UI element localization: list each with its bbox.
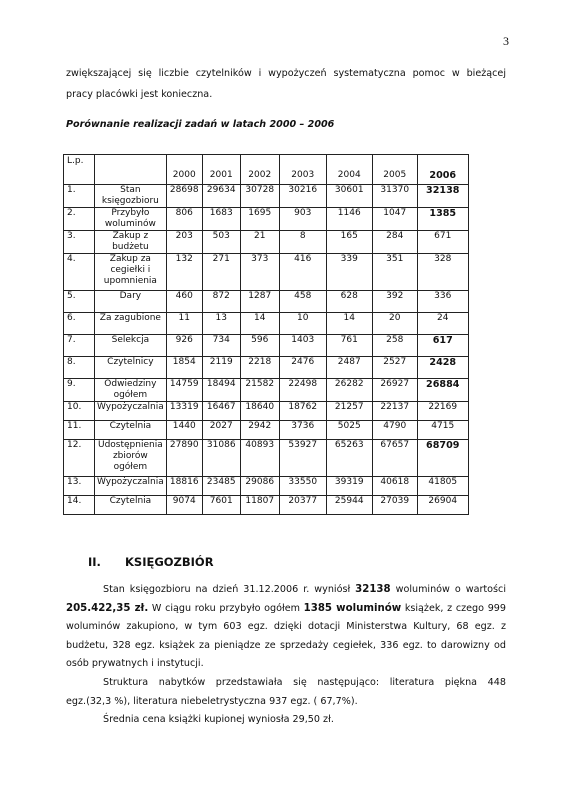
row-value: 20377 [279,496,326,515]
row-value: 2487 [326,357,372,379]
header-year: 2004 [326,155,372,185]
row-value: 1440 [166,421,202,440]
row-value: 1683 [202,208,240,231]
row-value: 2527 [372,357,417,379]
row-value: 328 [417,254,468,291]
section-body [66,581,506,730]
row-number: 3. [64,231,95,254]
paragraph-line: osób prywatnych i instytucji. [66,658,204,670]
page-number: 3 [503,34,509,48]
row-value: 25944 [326,496,372,515]
row-value: 258 [372,335,417,357]
row-value: 65263 [326,440,372,477]
row-value: 31370 [372,185,417,208]
row-value: 18816 [166,477,202,496]
row-value: 1403 [279,335,326,357]
row-value: 21257 [326,402,372,421]
text-run: książek, z czego 999 [404,602,507,614]
row-value: 22137 [372,402,417,421]
row-label: Przybyło woluminów [95,208,167,231]
row-number: 9. [64,379,95,402]
row-value: 617 [417,335,468,357]
row-value: 4715 [417,421,468,440]
header-label [95,155,167,185]
row-value: 1047 [372,208,417,231]
row-value: 503 [202,231,240,254]
row-value: 14 [326,313,372,335]
header-year: 2002 [240,155,279,185]
row-number: 12. [64,440,95,477]
row-number: 14. [64,496,95,515]
row-value: 18494 [202,379,240,402]
intro-paragraph [66,63,506,105]
table-row [64,254,469,291]
row-value: 31086 [202,440,240,477]
row-value: 2027 [202,421,240,440]
row-value: 16467 [202,402,240,421]
table-row [64,421,469,440]
intro-line-1: zwiększającej się liczbie czytelników i wypożyczeń systematyczna pomoc w bieżącej [66,68,506,79]
table-row [64,231,469,254]
row-label: Udostępnienia zbiorów ogółem [95,440,167,477]
row-value: 29086 [240,477,279,496]
table-row [64,402,469,421]
row-value: 40893 [240,440,279,477]
row-value: 628 [326,291,372,313]
header-year: 2000 [166,155,202,185]
row-value: 29634 [202,185,240,208]
row-value: 32138 [417,185,468,208]
row-value: 21582 [240,379,279,402]
text-run: 1385 woluminów [303,602,402,614]
row-value: 460 [166,291,202,313]
row-value: 2476 [279,357,326,379]
table-row [64,496,469,515]
row-number: 10. [64,402,95,421]
row-value: 872 [202,291,240,313]
row-value: 27039 [372,496,417,515]
row-value: 1385 [417,208,468,231]
section-heading [88,555,214,569]
row-value: 68709 [417,440,468,477]
row-value: 926 [166,335,202,357]
table-row [64,477,469,496]
row-value: 13319 [166,402,202,421]
row-value: 271 [202,254,240,291]
row-number: 5. [64,291,95,313]
row-label: Wypożyczalnia [95,402,167,421]
row-label: Za zagubione [95,313,167,335]
row-value: 2218 [240,357,279,379]
text-run: Stan księgozbioru na dzień 31.12.2006 r. wyniósł [103,584,351,595]
row-value: 671 [417,231,468,254]
row-value: 132 [166,254,202,291]
row-value: 21 [240,231,279,254]
row-number: 2. [64,208,95,231]
text-run: W ciągu roku przybyło ogółem [151,602,300,614]
row-value: 11 [166,313,202,335]
table-row [64,313,469,335]
row-value: 53927 [279,440,326,477]
row-value: 1695 [240,208,279,231]
row-value: 14 [240,313,279,335]
row-value: 30601 [326,185,372,208]
row-value: 4790 [372,421,417,440]
row-value: 26904 [417,496,468,515]
section-number: II. [88,555,101,569]
table-row [64,357,469,379]
row-value: 734 [202,335,240,357]
text-run: woluminów o wartości [395,584,506,595]
row-value: 9074 [166,496,202,515]
row-value: 22169 [417,402,468,421]
row-value: 3736 [279,421,326,440]
row-value: 22498 [279,379,326,402]
row-value: 458 [279,291,326,313]
row-value: 7601 [202,496,240,515]
row-value: 1854 [166,357,202,379]
paragraph-line: egz.(32,3 %), literatura niebeletrystyczna 937 egz. ( 67,7%). [66,695,358,707]
row-value: 27890 [166,440,202,477]
row-value: 336 [417,291,468,313]
text-run: 32138 [355,584,391,595]
row-value: 2942 [240,421,279,440]
table-row [64,208,469,231]
row-value: 23485 [202,477,240,496]
row-value: 28698 [166,185,202,208]
row-value: 761 [326,335,372,357]
comparison-table [63,154,469,515]
row-value: 39319 [326,477,372,496]
row-number: 4. [64,254,95,291]
section-title: KSIĘGOZBIÓR [125,555,214,569]
paragraph-line [66,600,506,619]
row-value: 5025 [326,421,372,440]
row-value: 596 [240,335,279,357]
table-row [64,335,469,357]
table-header-row [64,155,469,185]
row-value: 806 [166,208,202,231]
row-value: 11807 [240,496,279,515]
row-value: 24 [417,313,468,335]
table-row [64,440,469,477]
row-value: 2428 [417,357,468,379]
row-value: 20 [372,313,417,335]
row-value: 67657 [372,440,417,477]
row-number: 6. [64,313,95,335]
row-value: 1287 [240,291,279,313]
row-label: Czytelnicy [95,357,167,379]
row-label: Zakup za cegiełki i upomnienia [95,254,167,291]
header-lp: L.p. [64,155,95,185]
paragraph-line: Struktura nabytków przedstawiała się następująco: literatura piękna 448 [103,676,506,688]
row-value: 14759 [166,379,202,402]
row-label: Selekcja [95,335,167,357]
row-value: 1146 [326,208,372,231]
header-year: 2005 [372,155,417,185]
row-label: Zakup z budżetu [95,231,167,254]
row-value: 10 [279,313,326,335]
row-value: 416 [279,254,326,291]
row-value: 8 [279,231,326,254]
row-label: Czytelnia [95,421,167,440]
row-value: 373 [240,254,279,291]
text-run: 205.422,35 zł. [66,602,149,614]
row-value: 903 [279,208,326,231]
row-value: 26927 [372,379,417,402]
paragraph-line: budżetu, 328 egz. książek za pieniądze ze sprzedaży cegiełek, 336 egz. to darowizny od [66,639,506,651]
intro-line-2: pracy placówki jest konieczna. [66,89,213,100]
row-value: 30216 [279,185,326,208]
row-value: 203 [166,231,202,254]
row-label: Odwiedziny ogółem [95,379,167,402]
row-number: 1. [64,185,95,208]
row-value: 41805 [417,477,468,496]
row-label: Czytelnia [95,496,167,515]
header-year: 2003 [279,155,326,185]
row-label: Wypożyczalnia [95,477,167,496]
row-value: 351 [372,254,417,291]
table-caption: Porównanie realizacji zadań w latach 2000 – 2006 [66,119,335,130]
row-label: Dary [95,291,167,313]
row-number: 11. [64,421,95,440]
paragraph-line: Średnia cena książki kupionej wyniosła 29,50 zł. [103,714,334,726]
row-label: Stan księgozbioru [95,185,167,208]
row-number: 7. [64,335,95,357]
row-value: 165 [326,231,372,254]
row-value: 18640 [240,402,279,421]
row-value: 284 [372,231,417,254]
row-number: 13. [64,477,95,496]
table-row [64,379,469,402]
row-number: 8. [64,357,95,379]
row-value: 392 [372,291,417,313]
row-value: 2119 [202,357,240,379]
paragraph-line [66,581,506,600]
row-value: 13 [202,313,240,335]
table-row [64,185,469,208]
header-year: 2001 [202,155,240,185]
row-value: 26884 [417,379,468,402]
row-value: 33550 [279,477,326,496]
table-row [64,291,469,313]
row-value: 40618 [372,477,417,496]
row-value: 18762 [279,402,326,421]
header-year: 2006 [417,155,468,185]
paragraph-line: woluminów zakupiono, w tym 603 egz. dzięki dotacji Ministerstwa Kultury, 68 egz. z [66,621,506,633]
row-value: 339 [326,254,372,291]
row-value: 26282 [326,379,372,402]
row-value: 30728 [240,185,279,208]
